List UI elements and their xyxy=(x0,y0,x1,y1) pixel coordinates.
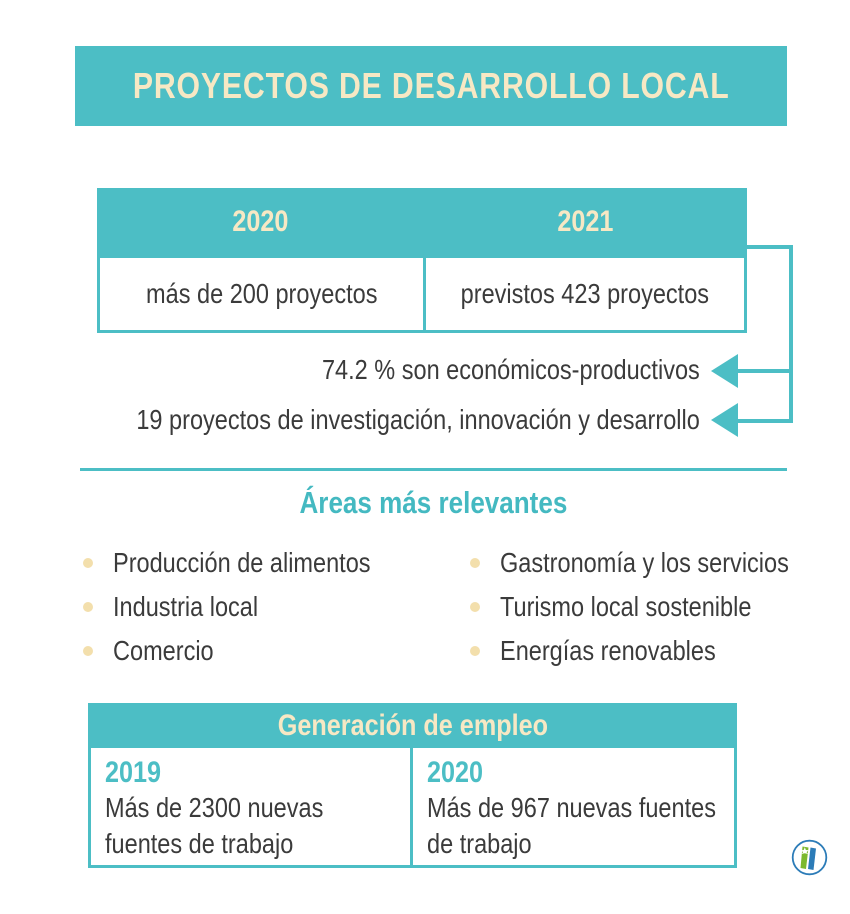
page-title: PROYECTOS DE DESARROLLO LOCAL xyxy=(132,65,730,106)
bullet-dot-icon xyxy=(470,558,480,568)
title-banner xyxy=(75,46,787,126)
projects-table-header xyxy=(97,188,747,255)
employment-year-2019: 2019 xyxy=(105,756,162,789)
projects-cell-2020 xyxy=(100,258,426,330)
callout-research-projects: 19 proyectos de investigación, innovación y desarrollo xyxy=(136,404,700,435)
list-item: Gastronomía y los servicios xyxy=(470,541,844,585)
employment-cell-2019 xyxy=(91,748,413,865)
star-emblem-logo-icon xyxy=(791,839,828,876)
employment-section xyxy=(88,703,737,868)
bracket-branch-2 xyxy=(737,419,793,423)
areas-heading: Áreas más relevantes xyxy=(299,485,568,520)
areas-list-right xyxy=(470,541,844,673)
bullet-dot-icon xyxy=(470,646,480,656)
employment-2019-value: Más de 2300 nuevas fuentes de trabajo xyxy=(105,792,324,859)
bullet-dot-icon xyxy=(83,602,93,612)
arrow-left-icon xyxy=(711,403,738,437)
arrow-left-icon xyxy=(711,354,738,388)
areas-list-left xyxy=(83,541,420,673)
callout-economic-productive: 74.2 % son económicos-productivos xyxy=(322,354,700,385)
employment-year-2020: 2020 xyxy=(427,756,484,789)
list-item: Producción de alimentos xyxy=(83,541,420,585)
year-2020-label: 2020 xyxy=(231,204,289,238)
employment-2020-value: Más de 967 nuevas fuentes de trabajo xyxy=(427,792,716,859)
bracket-line-top xyxy=(747,245,793,249)
section-divider xyxy=(80,468,787,471)
list-item: Industria local xyxy=(83,585,420,629)
list-item: Turismo local sostenible xyxy=(470,585,844,629)
bullet-dot-icon xyxy=(470,602,480,612)
projects-header-2021 xyxy=(423,188,747,255)
bullet-dot-icon xyxy=(83,646,93,656)
projects-table-body xyxy=(97,255,747,333)
list-item: Comercio xyxy=(83,629,420,673)
bracket-line-vertical xyxy=(789,245,793,423)
projects-cell-2021 xyxy=(426,258,744,330)
list-item: Energías renovables xyxy=(470,629,844,673)
projects-2021-value: previstos 423 proyectos xyxy=(460,278,710,309)
year-2021-label: 2021 xyxy=(556,204,614,238)
employment-heading: Generación de empleo xyxy=(277,708,548,742)
employment-header xyxy=(88,703,737,748)
employment-table xyxy=(88,748,737,868)
bullet-dot-icon xyxy=(83,558,93,568)
bracket-branch-1 xyxy=(737,369,793,373)
projects-header-2020 xyxy=(97,188,423,255)
projects-2020-value: más de 200 proyectos xyxy=(145,278,378,309)
employment-cell-2020 xyxy=(413,748,772,865)
